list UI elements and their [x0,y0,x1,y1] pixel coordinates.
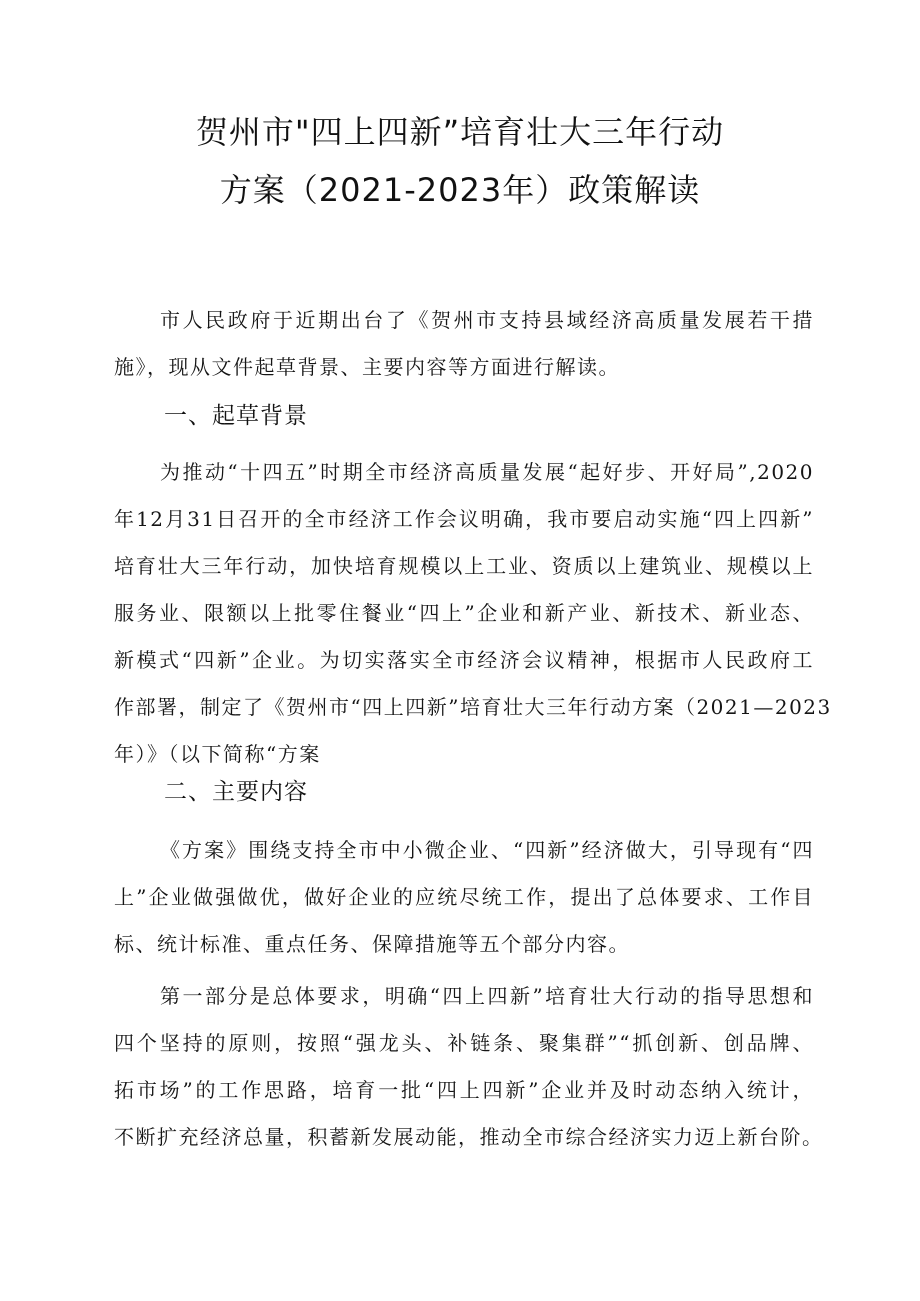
paragraph-line: 新模式“四新”企业。为切实落实全市经济会议精神，根据市人民政府工 [114,648,814,672]
section-heading-background: 一、起草背景 [164,403,308,429]
intro-paragraph [114,297,814,391]
paragraph-line: 作部署，制定了《贺州市“四上四新”培育壮大三年行动方案（2021—2023 [114,695,832,719]
background-paragraph [114,449,832,778]
paragraph-line: 不断扩充经济总量，积蓄新发展动能，推动全市综合经济实力迈上新台阶。 [114,1125,824,1149]
paragraph-line: 年）》（以下简称“方案 [114,742,321,766]
document-title-line-1: 贺州市"四上四新”培育壮大三年行动 [195,113,725,151]
paragraph-line: 四个坚持的原则，按照“强龙头、补链条、聚集群”“抓创新、创品牌、 [114,1031,814,1055]
main-content-paragraph-2 [114,973,824,1161]
main-content-paragraph-1 [114,827,814,968]
paragraph-line: 《方案》围绕支持全市中小微企业、“四新”经济做大，引导现有“四 [160,838,814,862]
paragraph-line: 服务业、限额以上批零住餐业“四上”企业和新产业、新技术、新业态、 [114,601,814,625]
paragraph-line: 标、统计标准、重点任务、保障措施等五个部分内容。 [114,932,630,956]
paragraph-line: 拓市场”的工作思路，培育一批“四上四新”企业并及时动态纳入统计， [114,1078,814,1102]
paragraph-line: 为推动“十四五”时期全市经济高质量发展“起好步、开好局”,2020 [160,460,814,484]
paragraph-line: 施》，现从文件起草背景、主要内容等方面进行解读。 [114,355,620,379]
paragraph-line: 市人民政府于近期出台了《贺州市支持县域经济高质量发展若干措 [160,308,814,332]
document-title-line-2: 方案（2021-2023年）政策解读 [219,171,701,209]
paragraph-line: 培育壮大三年行动，加快培育规模以上工业、资质以上建筑业、规模以上 [114,554,814,578]
section-heading-main-content: 二、主要内容 [164,779,308,805]
paragraph-line: 上”企业做强做优，做好企业的应统尽统工作，提出了总体要求、工作目 [114,885,814,909]
paragraph-line: 第一部分是总体要求，明确“四上四新”培育壮大行动的指导思想和 [160,984,814,1008]
paragraph-line: 年12月31日召开的全市经济工作会议明确，我市要启动实施“四上四新” [114,507,814,531]
